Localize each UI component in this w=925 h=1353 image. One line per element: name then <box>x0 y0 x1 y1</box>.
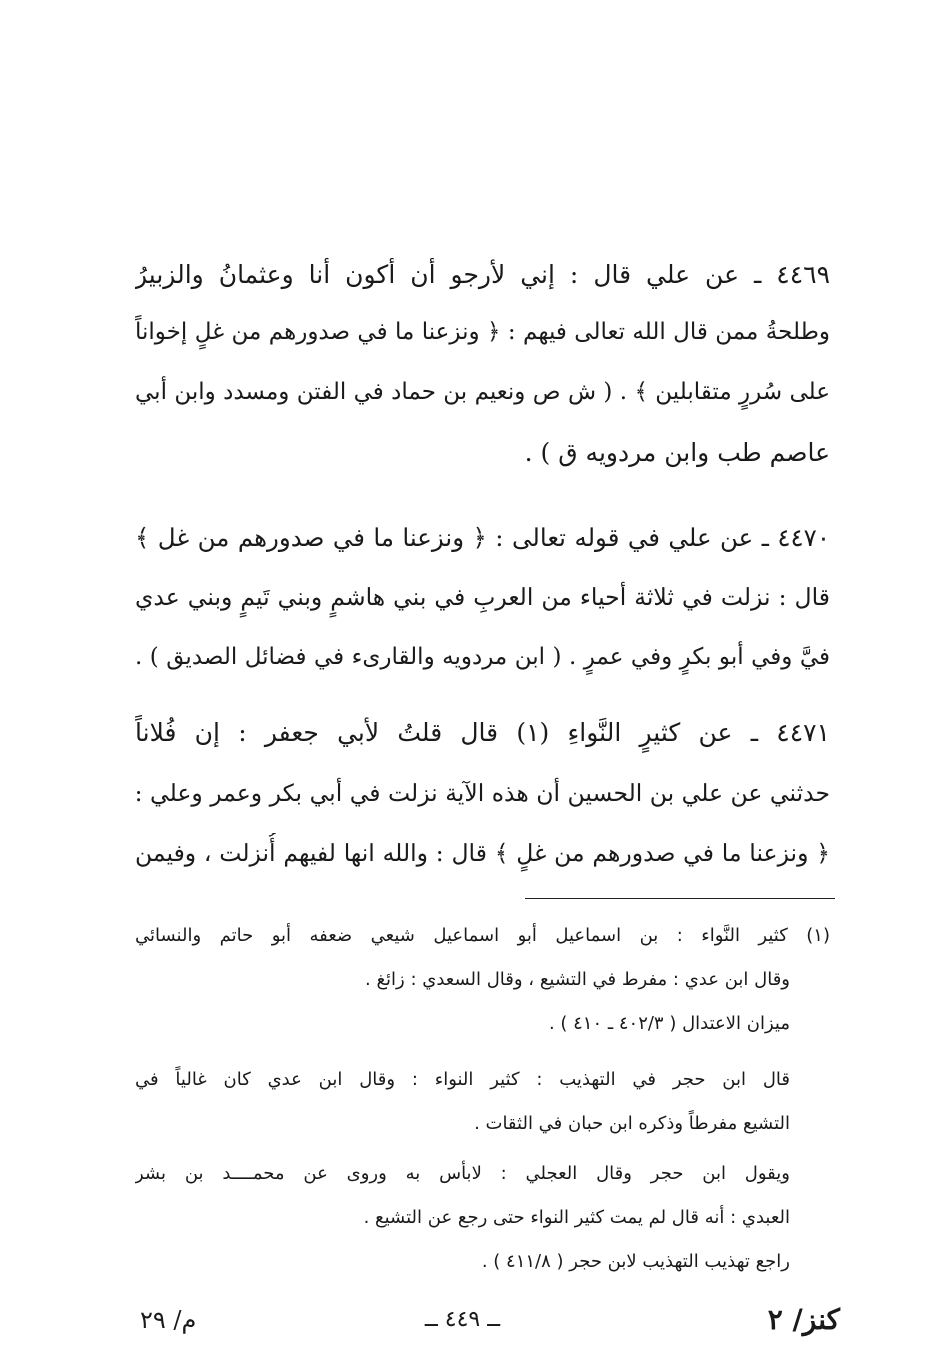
entry-4470-line-3: فيَّ وفي أبو بكرٍ وفي عمرٍ . ( ابن مردويه والقارىء في فضائل الصديق ) . <box>135 644 830 670</box>
footnote-separator <box>525 898 835 899</box>
page-number: ــ ٤٤٩ ــ <box>424 1307 501 1332</box>
footnote-line-1: (١) كثير النَّواء : بن اسماعيل أبو اسماعيل شيعي ضعفه أبو حاتم والنسائي <box>135 925 830 946</box>
book-volume-marker: كنز/ ٢ <box>767 1303 840 1336</box>
entry-4471-line-3: ﴿ ونزعنا ما في صدورهم من غلٍ ﴾ قال : والله انها لفيهم أُنزلت ، وفيمن <box>135 839 830 867</box>
entry-4470-line-2: قال : نزلت في ثلاثة أحياء من العربِ في بني هاشمٍ وبني تَيمٍ وبني عدي <box>135 583 830 611</box>
entry-4471-line-2: حدثني عن علي بن الحسين أن هذه الآية نزلت في أبي بكر وعمر وعلي : <box>135 779 830 807</box>
footnote-line-6: ويقول ابن حجر وقال العجلي : لابأس به وروى عن محمــــد بن بشر <box>135 1163 790 1184</box>
footnote-line-2: وقال ابن عدي : مفرط في التشيع ، وقال السعدي : زائغ . <box>365 969 790 990</box>
entry-4469-line-1: ٤٤٦٩ ـ عن علي قال : إني لأرجو أن أكون أنا وعثمانُ والزبيرُ <box>135 260 830 289</box>
entry-4470-line-1: ٤٤٧٠ ـ عن علي في قوله تعالى : ﴿ ونزعنا ما في صدورهم من غل ﴾ <box>135 523 830 552</box>
entry-4471-line-1: ٤٤٧١ ـ عن كثيرٍ النَّواءِ (١) قال قلتُ لأبي جعفر : إن فُلاناً <box>135 718 830 747</box>
footnote-line-8: راجع تهذيب التهذيب لابن حجر ( ٤١١/٨ ) . <box>481 1251 790 1272</box>
footnote-line-4: قال ابن حجر في التهذيب : كثير النواء : وقال ابن عدي كان غالياً في <box>135 1069 790 1090</box>
footnote-line-3: ميزان الاعتدال ( ٤٠٢/٣ ـ ٤١٠ ) . <box>548 1013 790 1034</box>
volume-page-marker: م/ ٢٩ <box>140 1306 197 1334</box>
footnote-line-5: التشيع مفرطاً وذكره ابن حبان في الثقات . <box>474 1113 790 1134</box>
entry-4469-line-2: وطلحةُ ممن قال الله تعالى فيهم : ﴿ ونزعنا ما في صدورهم من غلٍ إخواناً <box>135 319 830 345</box>
entry-4469-line-4: عاصم طب وابن مردويه ق ) . <box>524 438 830 467</box>
footnote-line-7: العبدي : أنه قال لم يمت كثير النواء حتى رجع عن التشيع . <box>363 1207 790 1228</box>
entry-4469-line-3: على سُررٍ متقابلين ﴾ . ( ش ص ونعيم بن حماد في الفتن ومسدد وابن أبي <box>135 379 830 405</box>
